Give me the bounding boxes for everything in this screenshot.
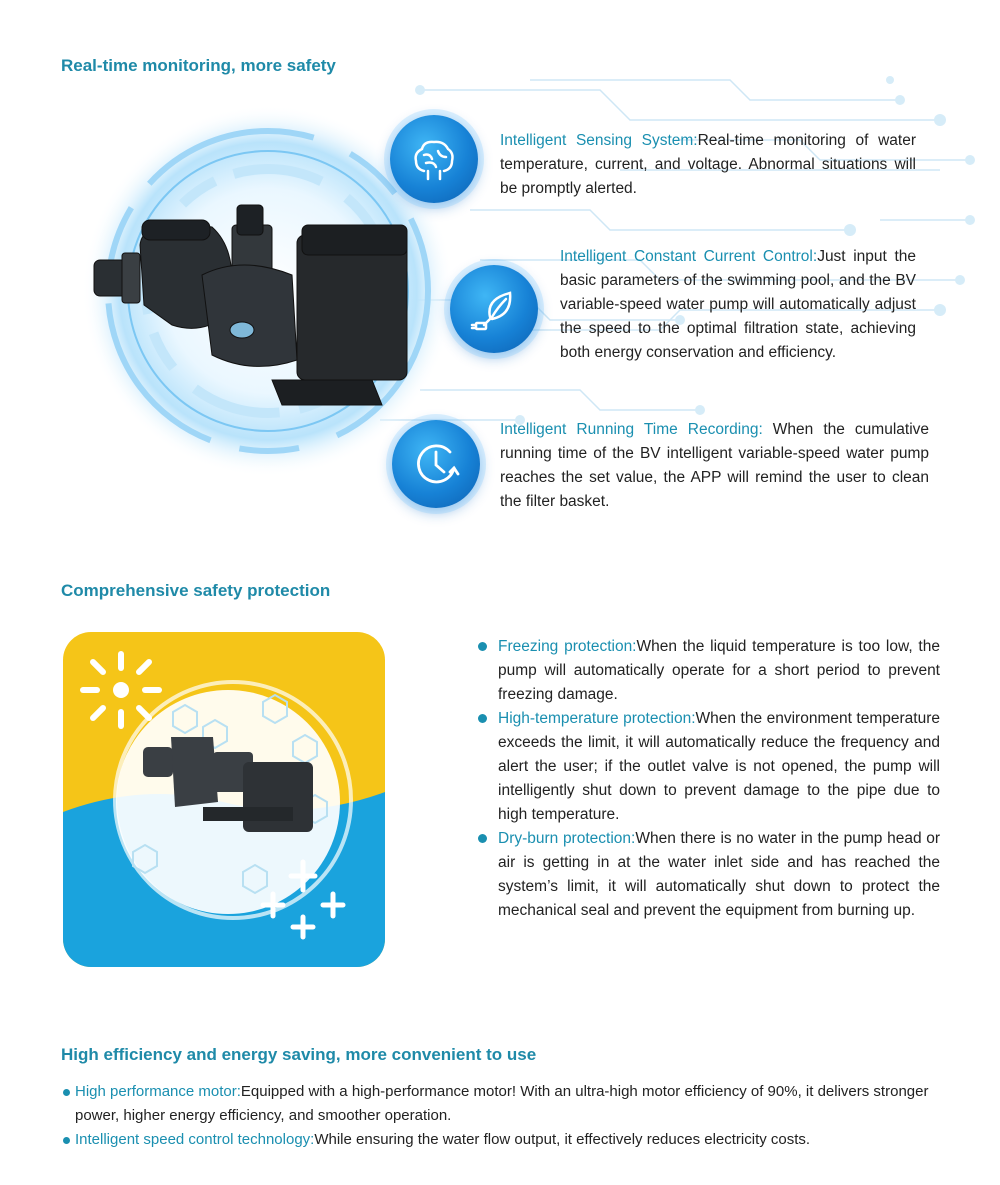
item-freezing: [498, 635, 940, 707]
bullet-speed-control: [63, 1137, 70, 1144]
item-speed-control-label: Intelligent speed control technology:: [75, 1131, 315, 1148]
feature-time-recording: [500, 418, 929, 514]
item-high-temp-text: When the environment temperature exceeds the limit, it will automatically reduce the frequency and alert the user; if the outlet valve is not opened, the pump will intelligently shut down to prevent damage to the pipe due to high temperature.: [498, 710, 940, 823]
feature-sensing-label: Intelligent Sensing System:: [500, 132, 698, 149]
brain-icon: [390, 115, 478, 203]
feature-time-recording-text: When the cumulative running time of the BV intelligent variable-speed water pump reaches the set value, the APP will remind the user to clean the filter basket.: [500, 421, 930, 510]
bullet-high-temp: [478, 714, 487, 723]
bullet-dry-burn: [478, 834, 487, 843]
item-dry-burn-label: Dry-burn protection:: [498, 830, 636, 847]
item-dry-burn-text: When there is no water in the pump head or air is getting in at the water inlet side and has reached the system’s limit, it will automatically shut down to protect the mechanical seal and prevent the equipment from burning up.: [498, 830, 940, 919]
feature-current-control-label: Intelligent Constant Current Control:: [560, 248, 818, 265]
clock-icon: [392, 420, 480, 508]
section-title-safety: Comprehensive safety protection: [61, 581, 331, 600]
item-dry-burn: [498, 827, 940, 923]
feature-time-recording-label: Intelligent Running Time Recording:: [500, 421, 763, 438]
item-speed-control-text: While ensuring the water flow output, it effectively reduces electricity costs.: [314, 1131, 811, 1148]
item-motor-label: High performance motor:: [75, 1083, 241, 1100]
feature-sensing-text: Real-time monitoring of water temperature, current, and voltage. Abnormal situations will be promptly alerted.: [500, 132, 916, 197]
item-high-temp-label: High-temperature protection:: [498, 710, 696, 727]
section-title-efficiency: High efficiency and energy saving, more convenient to use: [61, 1045, 537, 1064]
feature-current-control: [560, 245, 916, 365]
item-freezing-label: Freezing protection:: [498, 638, 637, 655]
item-motor: [75, 1080, 955, 1128]
feature-sensing: [500, 129, 916, 201]
item-freezing-text: When the liquid temperature is too low, the pump will automatically operate for a short period to prevent freezing damage.: [498, 638, 940, 703]
bullet-freezing: [478, 642, 487, 651]
feature-current-control-text: Just input the basic parameters of the swimming pool, and the BV variable-speed water pump will automatically adjust the speed to the optimal filtration state, achieving both energy conservation and efficiency.: [560, 248, 916, 361]
pump-image-safety: [63, 632, 385, 967]
section-title-monitoring: Real-time monitoring, more safety: [61, 56, 336, 75]
item-speed-control: [75, 1128, 955, 1152]
bullet-motor: [63, 1089, 70, 1096]
leaf-plug-icon: [450, 265, 538, 353]
item-high-temp: [498, 707, 940, 827]
item-motor-text: Equipped with a high-performance motor! With an ultra-high motor efficiency of 90%, it delivers stronger power, higher energy efficiency, and smoother operation.: [75, 1083, 929, 1124]
